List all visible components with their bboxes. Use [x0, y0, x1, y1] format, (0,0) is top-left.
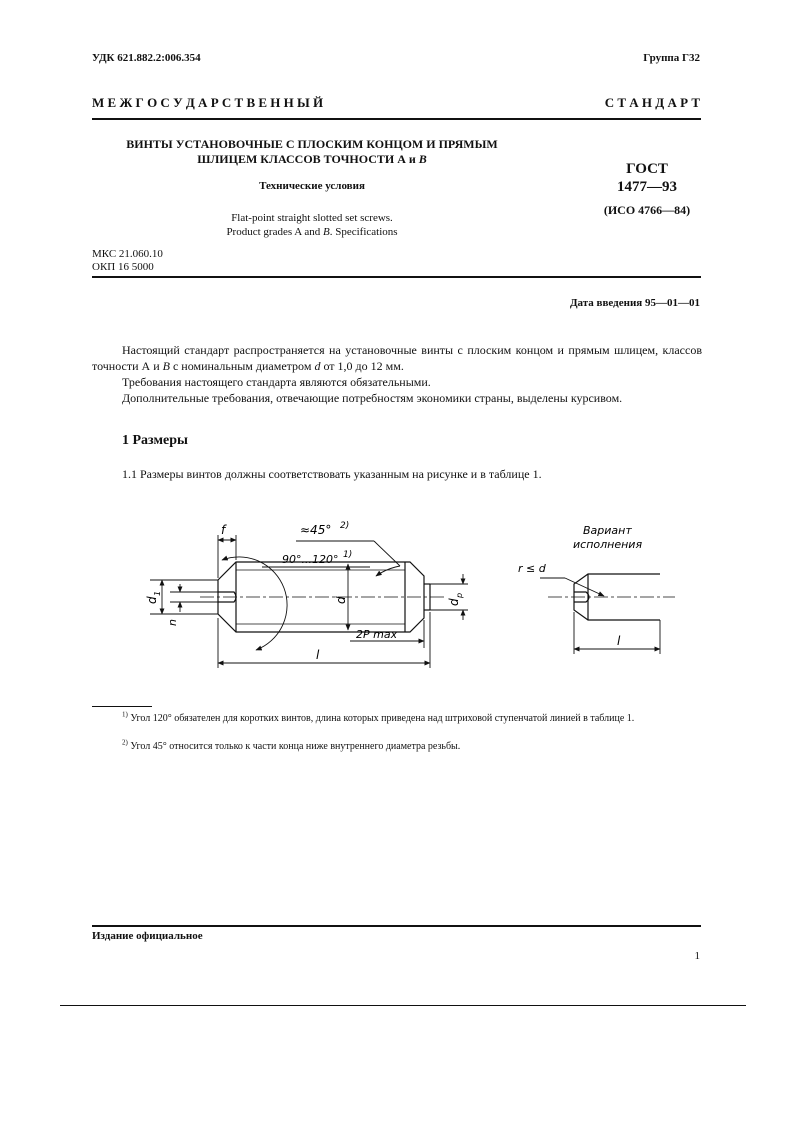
header-rule — [92, 118, 701, 120]
label-2p-max: 2P max — [356, 628, 398, 641]
label-n: n — [166, 619, 179, 626]
label-l-variant: l — [617, 634, 621, 648]
english-title-line-2-text: Product grades A and — [226, 226, 321, 238]
footnote-rule — [92, 706, 152, 707]
title-grade-a: А — [397, 152, 406, 166]
angle-45-arc — [376, 566, 400, 576]
scope-text-1: Настоящий стандарт распространяется на установочные винты с плоским концом и прямым шлицем, классов точности А и — [92, 343, 702, 373]
label-d1-subscript: 1 — [153, 590, 162, 596]
english-title-line-2-end: . Specifications — [329, 226, 398, 238]
iso-reference: (ИСО 4766—84) — [603, 203, 691, 217]
footer-rule — [92, 925, 701, 927]
standard-banner-right: С Т А Н Д А Р Т — [604, 95, 700, 110]
title-line-2-text: ШЛИЦЕМ КЛАССОВ ТОЧНОСТИ — [197, 152, 395, 166]
label-d1-group — [145, 591, 162, 604]
english-title-line-2 — [92, 225, 532, 239]
scope-text-3: от 1,0 до 12 мм. — [323, 359, 404, 373]
footnote-1 — [92, 712, 702, 725]
title-and: и — [408, 152, 416, 166]
label-dp-subscript: p — [455, 592, 464, 598]
okp-code: ОКП 16 5000 — [92, 261, 154, 273]
group-code: Группа Г32 — [643, 52, 700, 64]
scope-symbol-d: d — [314, 359, 321, 373]
angle-90-120-arc — [222, 557, 287, 650]
label-ref-1: 1) — [343, 550, 353, 560]
variant-dimension-lines — [540, 578, 660, 654]
label-dp: d — [447, 598, 461, 606]
mks-code: МКС 21.060.10 — [92, 248, 163, 260]
page-number: 1 — [694, 950, 700, 962]
footnote-2-mark: 2) — [122, 738, 128, 747]
title-line-1: ВИНТЫ УСТАНОВОЧНЫЕ С ПЛОСКИМ КОНЦОМ И ПРЯМЫМ — [126, 137, 498, 151]
footnote-2 — [92, 740, 702, 753]
english-title-line-1: Flat-point straight slotted set screws. — [231, 212, 393, 224]
label-d1: d — [145, 596, 159, 604]
document-subtitle: Технические условия — [259, 180, 365, 192]
classification-codes — [92, 248, 163, 274]
clause-1-1: 1.1 Размеры винтов должны соответствовать указанным на рисунке и в таблице 1. — [122, 467, 542, 481]
screw-drawing — [0, 505, 793, 680]
label-angle-45: ≈45° — [300, 523, 332, 537]
label-d: d — [334, 596, 348, 604]
gost-number: 1477—93 — [617, 179, 677, 195]
paragraph-scope — [92, 342, 702, 374]
label-variant-1: Вариант — [583, 524, 632, 537]
gost-label: ГОСТ — [626, 161, 668, 177]
title-grade-b: B — [418, 152, 427, 166]
english-title — [92, 211, 532, 239]
footnote-1-text: Угол 120° обязателен для коротких винтов, длина которых приведена над штриховой ступенчатой линией в таблице 1. — [130, 713, 635, 724]
english-title-grade-b: B — [322, 226, 330, 238]
label-angle-90-120: 90°...120° — [282, 553, 339, 566]
footnote-2-text: Угол 45° относится только к части конца ниже внутреннего диаметра резьбы. — [130, 741, 461, 752]
label-variant-2: исполнения — [573, 538, 643, 551]
document-title — [92, 137, 532, 167]
edition-label: Издание официальное — [92, 930, 203, 942]
section-heading: 1 Размеры — [122, 433, 188, 448]
label-dp-group — [447, 593, 464, 606]
standard-banner-left: М Е Ж Г О С У Д А Р С Т В Е Н Н Ы Й — [92, 95, 324, 110]
footnote-1-mark: 1) — [122, 710, 128, 719]
introduction-date: Дата введения 95—01—01 — [569, 297, 700, 309]
udk-code: УДК 621.882.2:006.354 — [92, 52, 201, 64]
paragraph-mandatory: Требования настоящего стандарта являются обязательными. — [122, 375, 431, 389]
paragraph-additional: Дополнительные требования, отвечающие потребностям экономики страны, выделены курсивом. — [122, 391, 623, 405]
label-r-le-d: r ≤ d — [518, 562, 546, 575]
label-ref-2: 2) — [340, 521, 350, 531]
page-bottom-rule — [60, 1005, 746, 1006]
title-line-2 — [92, 152, 532, 167]
title-rule — [92, 276, 701, 278]
gost-designation — [592, 160, 702, 196]
scope-grade-b: B — [162, 359, 170, 373]
label-l: l — [316, 648, 320, 662]
scope-text-2: с номинальным диаметром — [172, 359, 312, 373]
label-f: f — [221, 523, 226, 537]
